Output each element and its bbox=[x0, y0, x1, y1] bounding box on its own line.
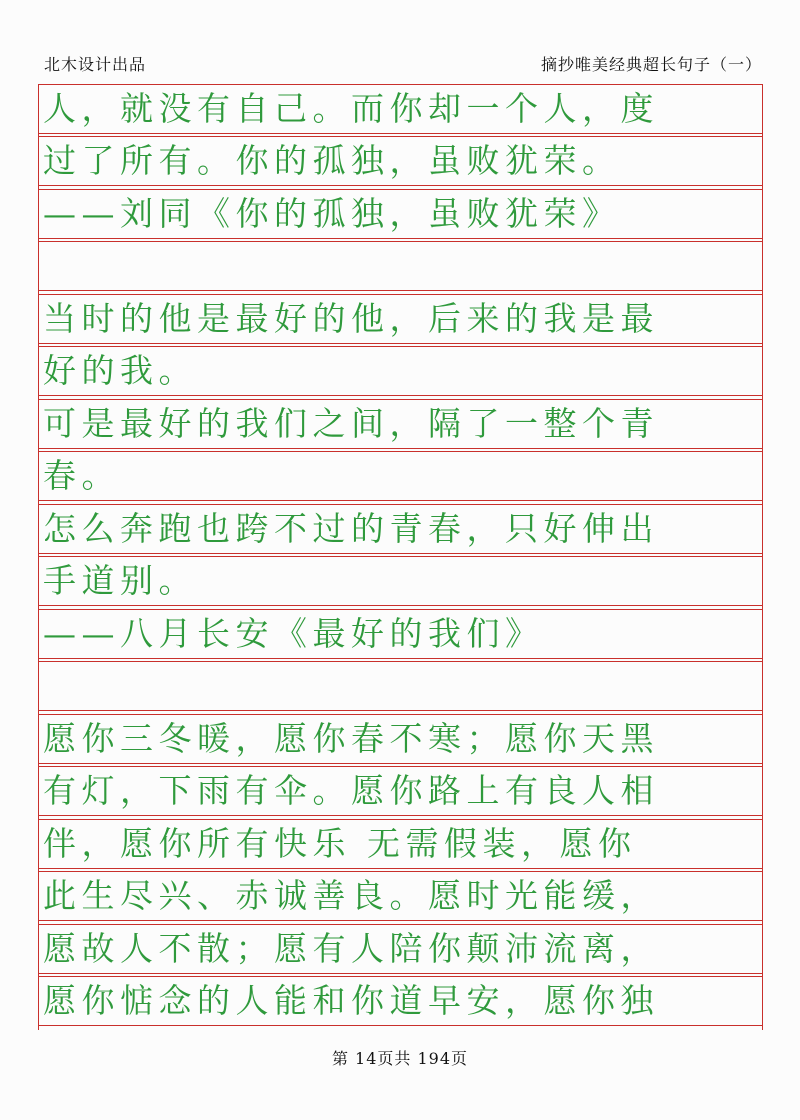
handwritten-line: 好的我。 bbox=[43, 351, 197, 390]
writing-row bbox=[39, 871, 762, 921]
handwritten-line: 伴，愿你所有快乐 无需假装，愿你 bbox=[43, 824, 637, 863]
writing-row bbox=[39, 661, 762, 711]
page-number-footer: 第 14页共 194页 bbox=[331, 1049, 469, 1068]
writing-row bbox=[39, 399, 762, 449]
handwritten-line: 有灯，下雨有伞。愿你路上有良人相 bbox=[43, 771, 659, 810]
handwritten-line: ——八月长安《最好的我们》 bbox=[43, 614, 544, 653]
writing-row bbox=[39, 976, 762, 1026]
writing-row bbox=[39, 136, 762, 186]
writing-row bbox=[39, 766, 762, 816]
handwritten-line: ——刘同《你的孤独，虽败犹荣》 bbox=[43, 194, 621, 233]
handwritten-line: 手道别。 bbox=[43, 561, 197, 600]
writing-row bbox=[39, 294, 762, 344]
writing-row bbox=[39, 189, 762, 239]
writing-row bbox=[39, 714, 762, 764]
writing-row bbox=[39, 241, 762, 291]
writing-row bbox=[39, 924, 762, 974]
document-title: 摘抄唯美经典超长句子（一） bbox=[540, 55, 762, 74]
handwritten-line: 可是最好的我们之间，隔了一整个青 bbox=[43, 404, 659, 443]
writing-row bbox=[39, 504, 762, 554]
handwritten-line bbox=[43, 242, 760, 290]
handwritten-line: 怎么奔跑也跨不过的青春，只好伸出 bbox=[43, 509, 659, 548]
publisher-label: 北木设计出品 bbox=[44, 55, 147, 74]
handwritten-line: 愿故人不散；愿有人陪你颠沛流离， bbox=[43, 929, 659, 968]
ruled-writing-grid bbox=[38, 84, 763, 1030]
writing-row bbox=[39, 556, 762, 606]
page-header bbox=[44, 52, 762, 80]
handwritten-line: 愿你惦念的人能和你道早安，愿你独 bbox=[43, 981, 659, 1020]
handwritten-line: 春。 bbox=[43, 456, 120, 495]
handwritten-line bbox=[43, 662, 760, 710]
handwritten-line: 此生尽兴、赤诚善良。愿时光能缓， bbox=[43, 876, 659, 915]
handwritten-line: 当时的他是最好的他，后来的我是最 bbox=[43, 299, 659, 338]
handwritten-line: 人，就没有自己。而你却一个人，度 bbox=[43, 89, 659, 128]
writing-row bbox=[39, 451, 762, 501]
handwritten-line: 愿你三冬暖，愿你春不寒；愿你天黑 bbox=[43, 719, 659, 758]
writing-row bbox=[39, 609, 762, 659]
writing-row bbox=[39, 84, 762, 134]
handwritten-line: 过了所有。你的孤独，虽败犹荣。 bbox=[43, 141, 621, 180]
writing-row bbox=[39, 346, 762, 396]
writing-row bbox=[39, 819, 762, 869]
